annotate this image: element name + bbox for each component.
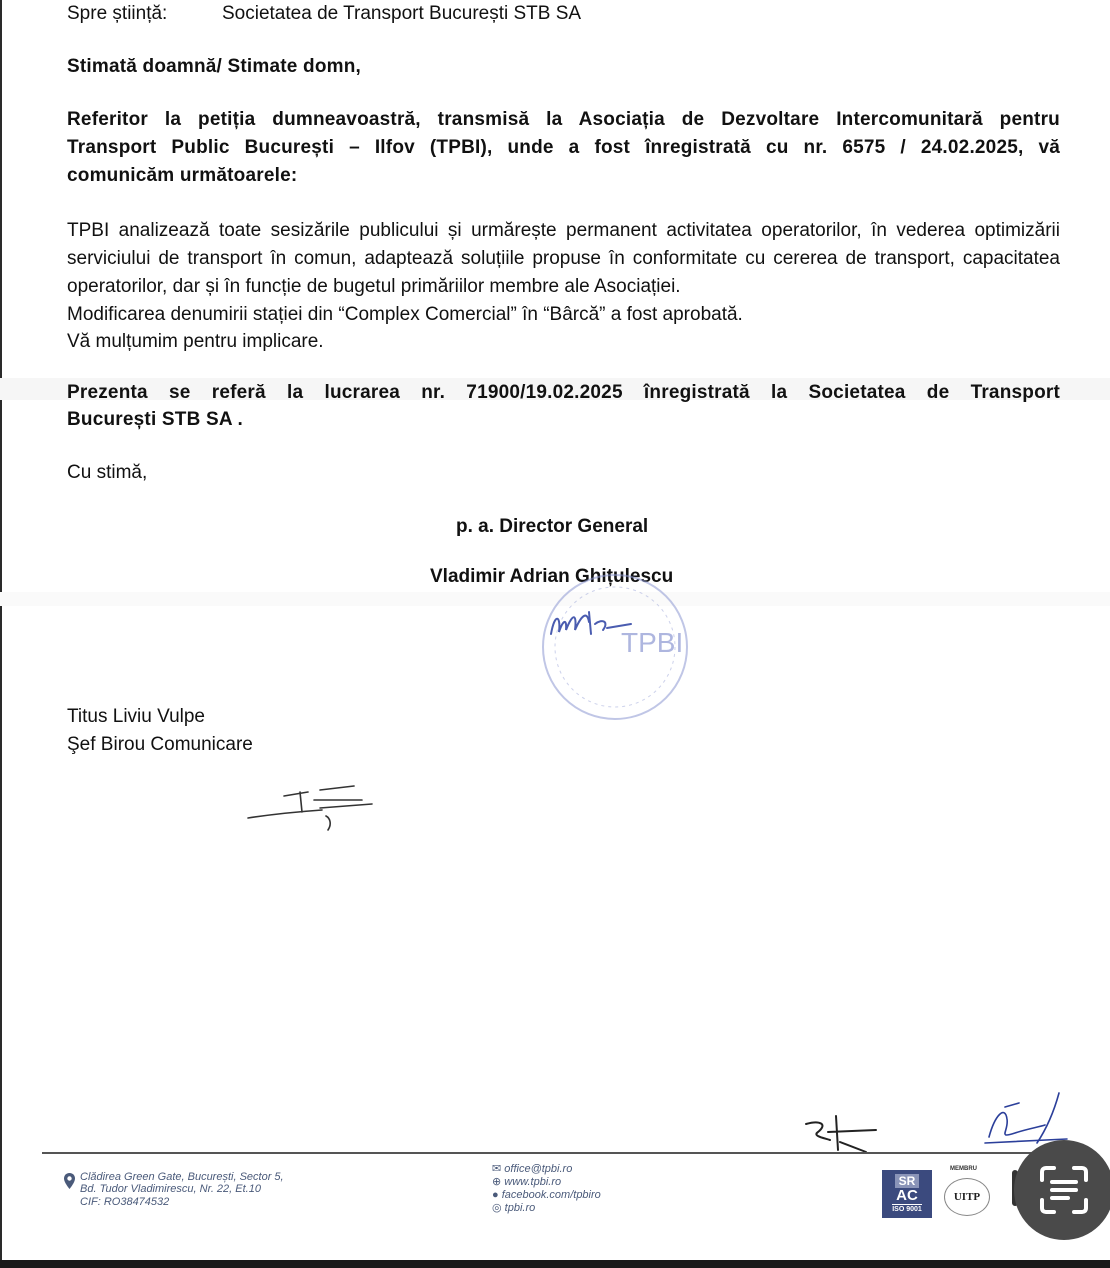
cert-bottom-text: ISO 9001 <box>892 1205 922 1213</box>
footer-contact-instagram <box>492 1202 535 1215</box>
text-scan-button[interactable] <box>1014 1140 1110 1240</box>
intro-line: comunicăm următoarele: <box>67 165 298 186</box>
tpbi-stamp <box>533 572 698 722</box>
footer-divider <box>42 1152 1062 1154</box>
reference-line: București STB SA . <box>67 409 244 430</box>
cert-top-text: SR <box>895 1174 920 1188</box>
svg-text:TPBI: TPBI <box>621 627 684 658</box>
author-signature <box>244 780 379 835</box>
contact-text: facebook.com/tpbiro <box>501 1189 601 1201</box>
iso-certification-badge <box>882 1170 932 1218</box>
footer-contact-web <box>492 1176 561 1189</box>
scan-left-edge <box>0 0 2 1260</box>
signatory-role: p. a. Director General <box>456 516 649 537</box>
instagram-icon: ◎ <box>492 1202 502 1214</box>
footer-address-line: CIF: RO38474532 <box>80 1196 170 1208</box>
body-line: Modificarea denumirii stației din “Complex Comercial” în “Bârcă” a fost aprobată. <box>67 304 743 325</box>
body-line: serviciului de transport în comun, adaptează soluțiile propuse în conformitate cu cererea de transport, capacitatea <box>67 248 1060 269</box>
footer-contact-facebook <box>492 1189 601 1202</box>
text-scan-icon <box>1036 1162 1092 1218</box>
recipient-value: Societatea de Transport București STB SA <box>222 3 582 24</box>
intro-line: Referitor la petiția dumneavoastră, transmisă la Asociația de Dezvoltare Intercomunitară pentru <box>67 109 1060 130</box>
salutation: Stimată doamnă/ Stimate domn, <box>67 56 362 77</box>
uitp-logo: UITP <box>944 1178 990 1216</box>
footer-address-line: Clădirea Green Gate, București, Sector 5, <box>80 1171 284 1183</box>
contact-text: tpbi.ro <box>504 1202 536 1214</box>
body-line: operatorilor, dar și în funcție de bugetul primăriilor membre ale Asociației. <box>67 276 681 297</box>
footer-contact-email <box>492 1163 572 1176</box>
recipient-label: Spre știință: <box>67 3 168 24</box>
closing: Cu stimă, <box>67 462 148 483</box>
contact-text: office@tpbi.ro <box>504 1163 573 1175</box>
footer-address-line: Bd. Tudor Vladimirescu, Nr. 22, Et.10 <box>80 1183 261 1195</box>
email-icon: ✉ <box>492 1163 502 1175</box>
facebook-icon: ● <box>492 1189 499 1201</box>
initials-signature <box>800 1110 885 1158</box>
signatory-name: Vladimir Adrian Ghițulescu <box>430 566 674 587</box>
reference-line: Prezenta se referă la lucrarea nr. 71900/19.02.2025 înregistrată la Societatea de Transport <box>67 382 1060 403</box>
author-title: Şef Birou Comunicare <box>67 734 253 755</box>
body-line: Vă mulțumim pentru implicare. <box>67 331 324 352</box>
globe-icon: ⊕ <box>492 1176 502 1188</box>
cert-mid-text: AC <box>896 1186 918 1204</box>
location-pin-icon <box>63 1172 76 1190</box>
member-label: MEMBRU <box>950 1166 977 1172</box>
body-line: TPBI analizează toate sesizările publicului și urmărește permanent activitatea operatorilor, în vederea optimizării <box>67 220 1060 241</box>
intro-line: Transport Public București – Ilfov (TPBI), unde a fost înregistrată cu nr. 6575 / 24.02.2025, vă <box>67 137 1060 158</box>
author-name: Titus Liviu Vulpe <box>67 706 205 727</box>
contact-text: www.tpbi.ro <box>504 1176 562 1188</box>
scan-bottom-edge <box>0 1260 1110 1268</box>
